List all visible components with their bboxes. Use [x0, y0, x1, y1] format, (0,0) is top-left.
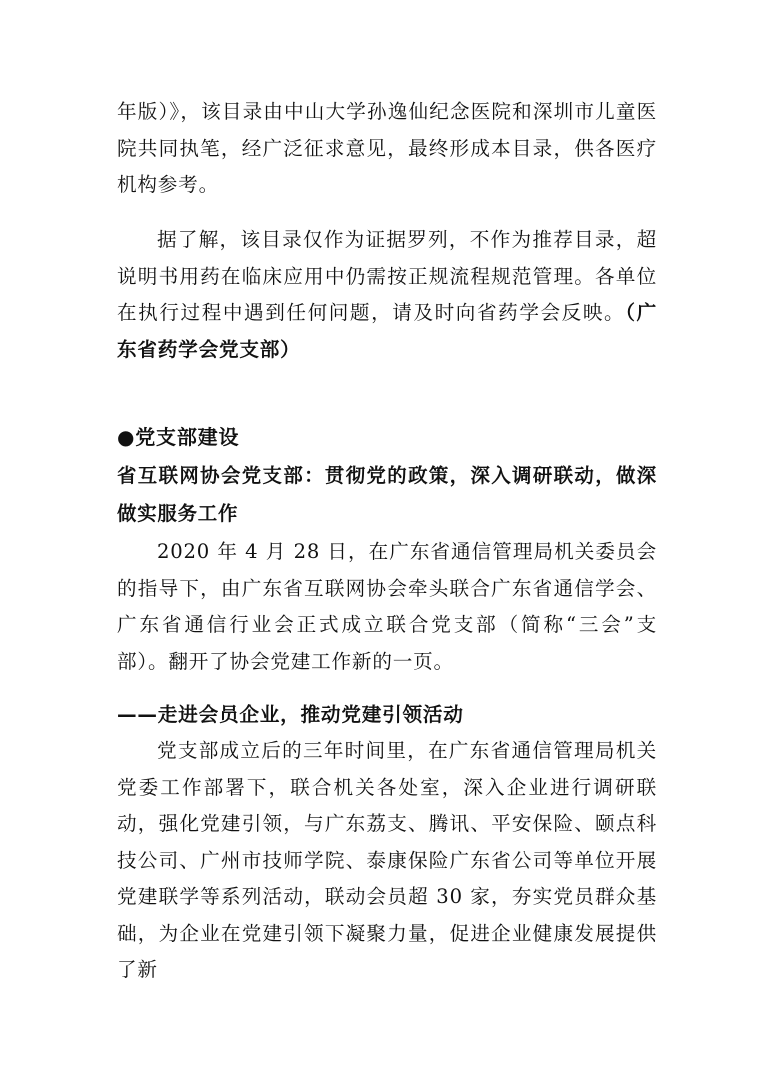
paragraph-branch-activities: 党支部成立后的三年时间里，在广东省通信管理局机关党委工作部署下，联合机关各处室，深入企业进行调研联动，强化党建引领，与广东荔支、腾讯、平安保险、颐点科技公司、广州市技师学院、泰康保险广东省公司等单位开展党建联学等系列活动，联动会员超 30 家，夯实党员群众基础，为企业在党建引领下凝聚力量，促进企业健康发展提供了新	[117, 739, 657, 981]
article-title: 省互联网协会党支部：贯彻党的政策，深入调研联动，做深做实服务工作	[117, 464, 657, 525]
article-subheading: ——走进会员企业，推动党建引领活动	[117, 703, 464, 726]
section-heading: ●党支部建设	[117, 425, 240, 449]
paragraph-catalog-note	[117, 222, 657, 368]
paragraph-branch-founding: 2020 年 4 月 28 日，在广东省通信管理局机关委员会的指导下，由广东省互联网协会牵头联合广东省通信学会、广东省通信行业会正式成立联合党支部（简称“三会”支部）。翻开了协会党建工作新的一页。	[117, 540, 657, 673]
paragraph-source: （广东省药学会党支部）	[117, 301, 657, 361]
paragraph-catalog-intro: 年版）》，该目录由中山大学孙逸仙纪念医院和深圳市儿童医院共同执笔，经广泛征求意见，最终形成本目录，供各医疗机构参考。	[117, 100, 657, 196]
paragraph-catalog-note-body: 据了解，该目录仅作为证据罗列，不作为推荐目录，超说明书用药在临床应用中仍需按正规流程规范管理。各单位在执行过程中遇到任何问题，请及时向省药学会反映。	[117, 228, 657, 324]
